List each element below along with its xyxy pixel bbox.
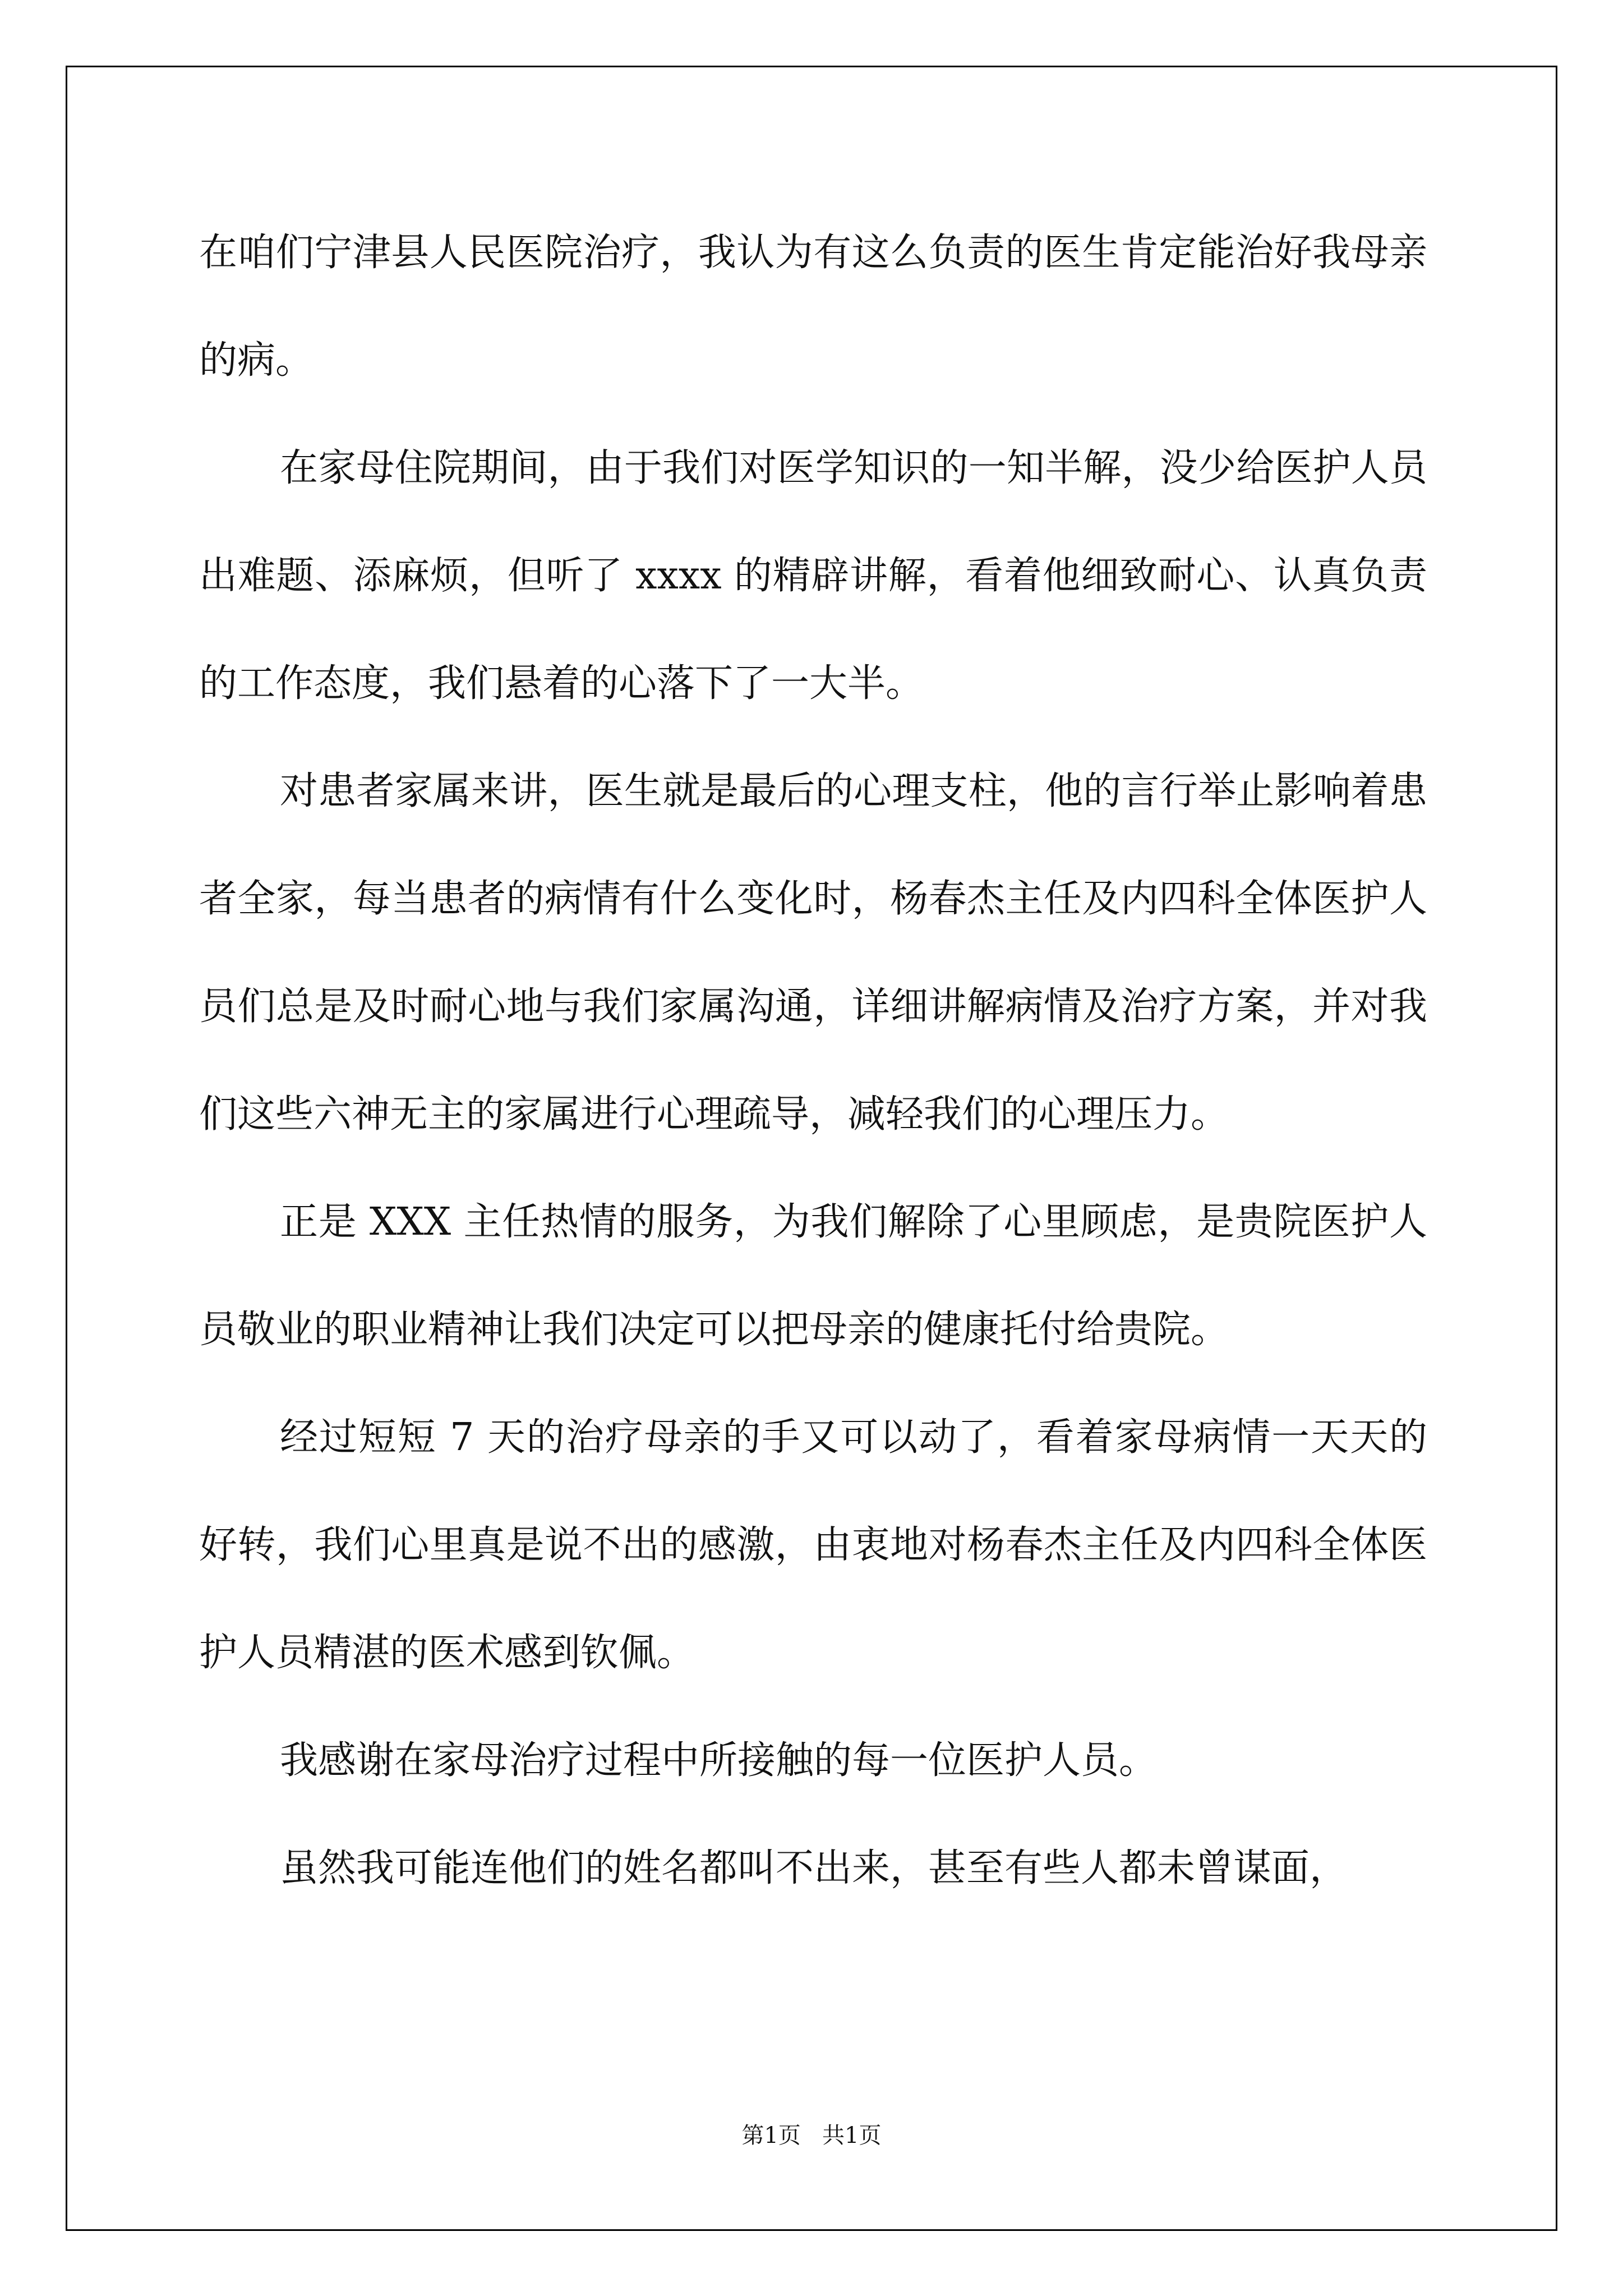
paragraph: 我感谢在家母治疗过程中所接触的每一位医护人员。 <box>280 1738 1158 1783</box>
paragraph: 对患者家属来讲，医生就是最后的心理支柱，他的言行举止影响着患者全家，每当患者的病情有什么变化时，杨春杰主任及内四科全体医护人员们总是及时耐心地与我们家属沟通，详细讲解病情及治疗方案，并对我们这些六神无主的家属进行心理疏导，减轻我们的心理压力。 <box>199 769 1427 1137</box>
paragraph: 在咱们宁津县人民医院治疗，我认为有这么负责的医生肯定能治好我母亲的病。 <box>199 231 1427 383</box>
paragraph: 虽然我可能连他们的姓名都叫不出来，甚至有些人都未曾谋面， <box>280 1846 1348 1890</box>
page-number-footer: 第1页 共1页 <box>741 2123 882 2148</box>
paragraph: 经过短短 7 天的治疗母亲的手又可以动了，看着家母病情一天天的好转，我们心里真是说不出的感激，由衷地对杨春杰主任及内四科全体医护人员精湛的医术感到钦佩。 <box>199 1415 1427 1675</box>
paragraph: 正是 XXX 主任热情的服务，为我们解除了心里顾虑，是贵院医护人员敬业的职业精神让我们决定可以把母亲的健康托付给贵院。 <box>199 1200 1427 1352</box>
document-body <box>199 199 1427 1922</box>
paragraph: 在家母住院期间，由于我们对医学知识的一知半解，没少给医护人员出难题、添麻烦，但听了 xxxx 的精辟讲解，看着他细致耐心、认真负责的工作态度，我们悬着的心落下了一大半。 <box>199 446 1427 706</box>
